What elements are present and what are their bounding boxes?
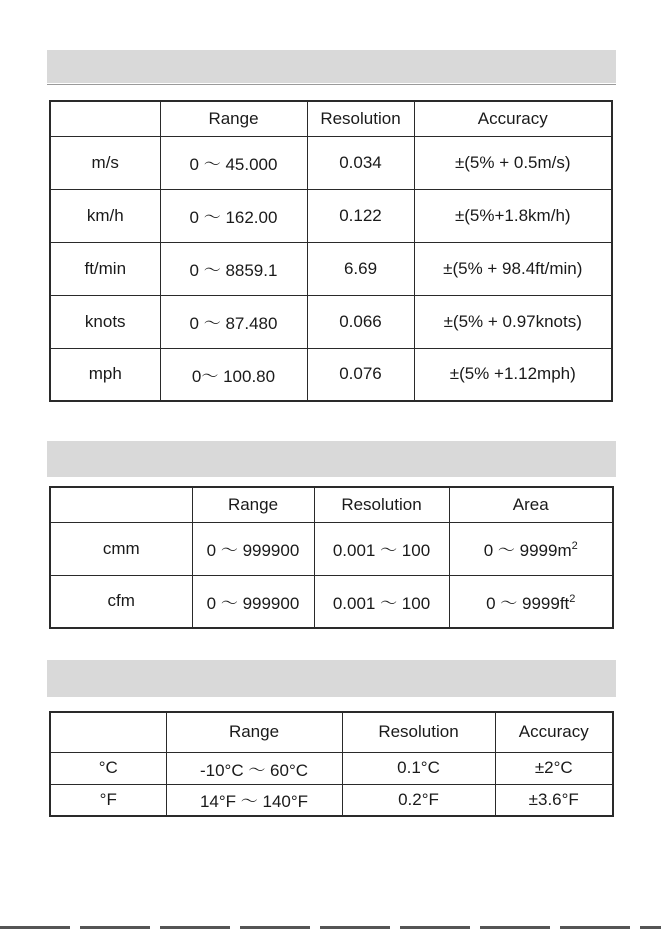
table-row xyxy=(50,242,612,295)
unit-cell: °F xyxy=(50,784,166,816)
area-value: 0 ～ 9999ft xyxy=(486,593,570,613)
accuracy-cell: ±(5% + 98.4ft/min) xyxy=(414,242,612,295)
table-header-row xyxy=(50,487,613,522)
table-header-row xyxy=(50,101,612,136)
area-cell xyxy=(449,575,613,628)
header-cell-resolution: Resolution xyxy=(307,101,414,136)
header-cell-resolution: Resolution xyxy=(314,487,449,522)
table-row xyxy=(50,522,613,575)
range-cell: 0 ～ 45.000 xyxy=(160,136,307,189)
resolution-cell: 0.066 xyxy=(307,295,414,348)
unit-cell: knots xyxy=(50,295,160,348)
header-cell-unit xyxy=(50,487,192,522)
unit-cell: mph xyxy=(50,348,160,401)
unit-cell: cmm xyxy=(50,522,192,575)
area-value: 0 ～ 9999m xyxy=(483,541,572,560)
table-row xyxy=(50,348,612,401)
accuracy-cell: ±(5% + 0.5m/s) xyxy=(414,136,612,189)
header-cell-area: Area xyxy=(449,487,613,522)
header-cell-unit xyxy=(50,101,160,136)
resolution-cell: 0.1°C xyxy=(342,752,495,784)
resolution-cell: 0.034 xyxy=(307,136,414,189)
unit-cell: m/s xyxy=(50,136,160,189)
unit-cell: km/h xyxy=(50,189,160,242)
header-cell-unit xyxy=(50,712,166,752)
range-cell: 0 ～ 8859.1 xyxy=(160,242,307,295)
header-cell-range: Range xyxy=(160,101,307,136)
accuracy-cell: ±2°C xyxy=(495,752,613,784)
area-cell xyxy=(449,522,613,575)
air-flow-spec-table xyxy=(49,486,614,629)
table-row xyxy=(50,752,613,784)
unit-cell: °C xyxy=(50,752,166,784)
section-header-band-temperature xyxy=(47,660,616,697)
resolution-cell: 0.122 xyxy=(307,189,414,242)
table-row xyxy=(50,136,612,189)
section-header-band-velocity xyxy=(47,50,616,83)
resolution-cell: 0.001 ～ 100 xyxy=(314,575,449,628)
page-bottom-dashed-rule xyxy=(0,926,661,929)
air-velocity-spec-table xyxy=(49,100,613,402)
accuracy-cell: ±(5% + 0.97knots) xyxy=(414,295,612,348)
range-cell: 0 ～ 87.480 xyxy=(160,295,307,348)
table-row xyxy=(50,295,612,348)
unit-cell: ft/min xyxy=(50,242,160,295)
range-cell: 0 ～ 999900 xyxy=(192,522,314,575)
range-cell: 0 ～ 162.00 xyxy=(160,189,307,242)
area-exponent: 2 xyxy=(571,540,578,552)
header-cell-range: Range xyxy=(192,487,314,522)
section-divider-line xyxy=(47,84,616,85)
table-row xyxy=(50,784,613,816)
table-row xyxy=(50,189,612,242)
range-cell: 0～ 100.80 xyxy=(160,348,307,401)
section-header-band-airflow xyxy=(47,441,616,477)
resolution-cell: 0.2°F xyxy=(342,784,495,816)
range-cell: 14°F ～ 140°F xyxy=(166,784,342,816)
header-cell-range: Range xyxy=(166,712,342,752)
accuracy-cell: ±3.6°F xyxy=(495,784,613,816)
resolution-cell: 6.69 xyxy=(307,242,414,295)
table-row xyxy=(50,575,613,628)
table-header-row xyxy=(50,712,613,752)
range-cell: -10°C ～ 60°C xyxy=(166,752,342,784)
header-cell-resolution: Resolution xyxy=(342,712,495,752)
range-cell: 0 ～ 999900 xyxy=(192,575,314,628)
resolution-cell: 0.076 xyxy=(307,348,414,401)
area-exponent: 2 xyxy=(569,592,576,605)
resolution-cell: 0.001 ～ 100 xyxy=(314,522,449,575)
accuracy-cell: ±(5% +1.12mph) xyxy=(414,348,612,401)
unit-cell: cfm xyxy=(50,575,192,628)
accuracy-cell: ±(5%+1.8km/h) xyxy=(414,189,612,242)
temperature-spec-table xyxy=(49,711,614,817)
header-cell-accuracy: Accuracy xyxy=(495,712,613,752)
header-cell-accuracy: Accuracy xyxy=(414,101,612,136)
